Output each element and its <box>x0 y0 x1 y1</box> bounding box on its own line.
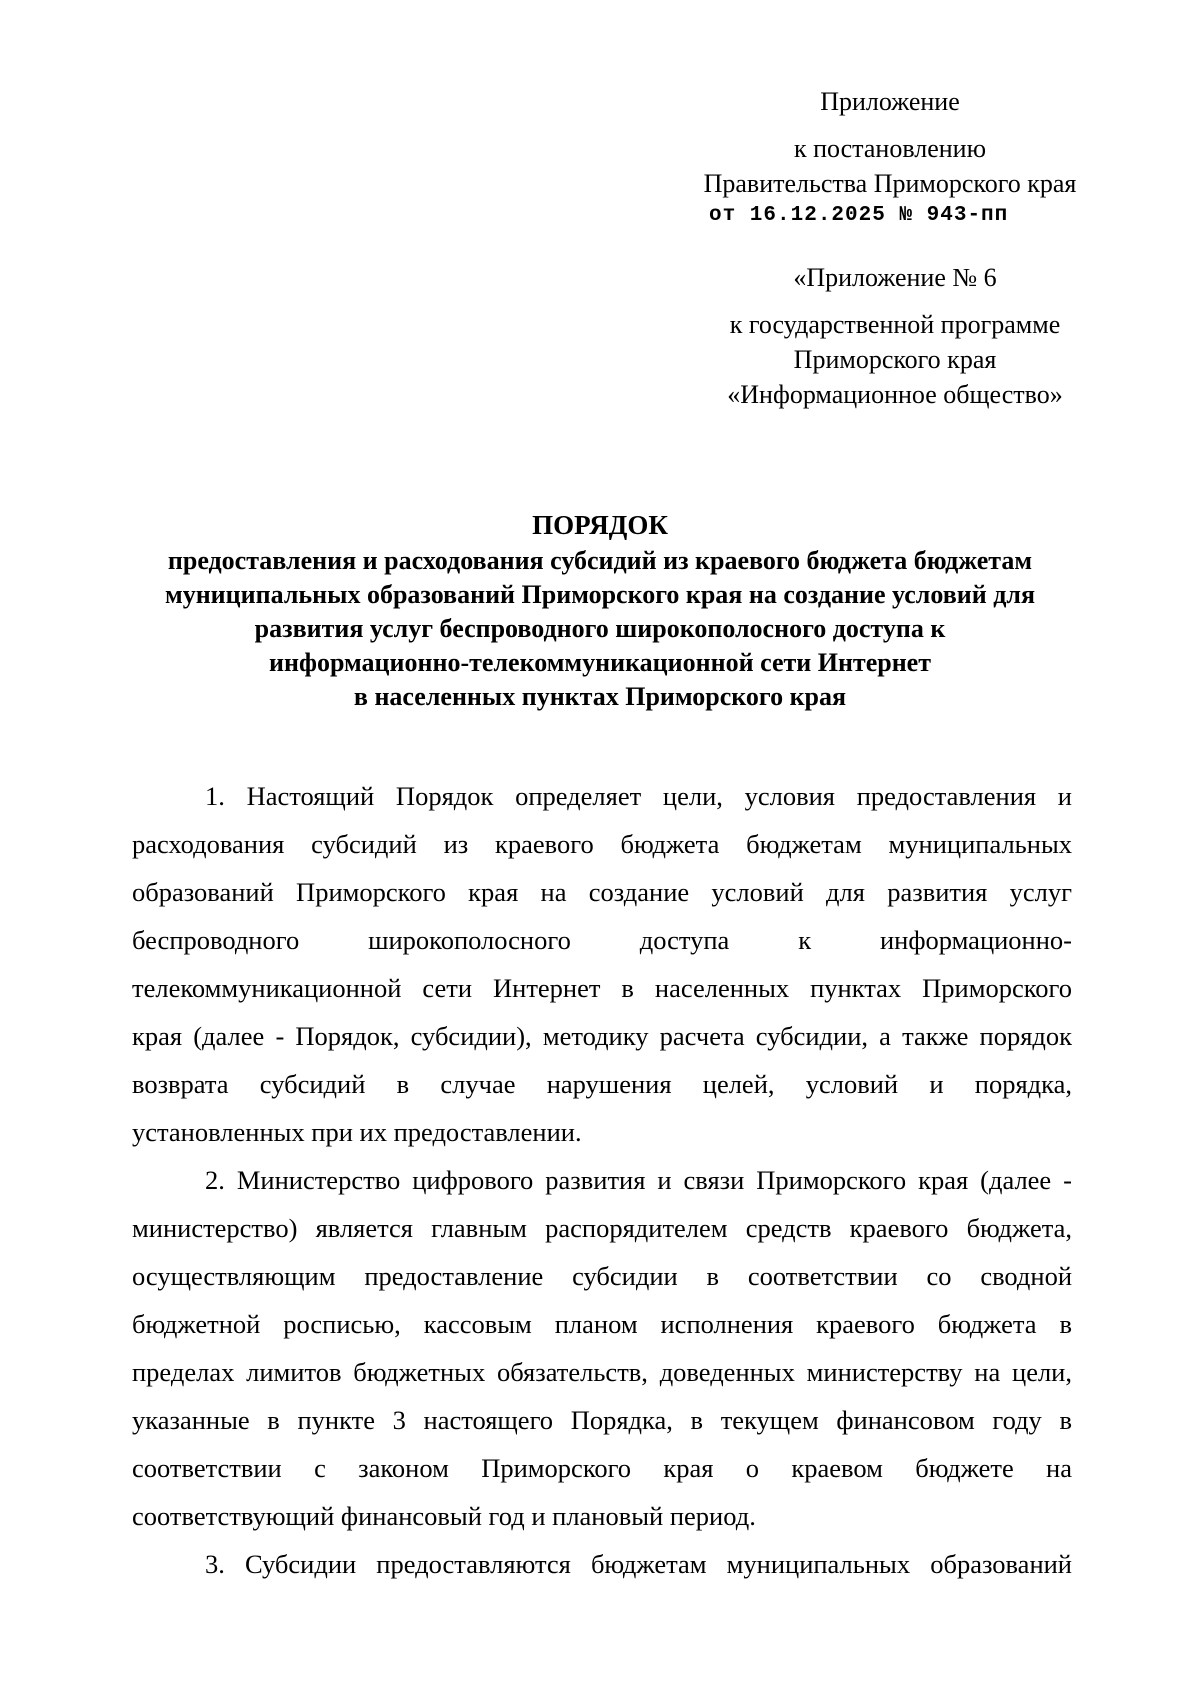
document-subtitle-line: предоставления и расходования субсидий из краевого бюджета бюджетам <box>167 546 1033 575</box>
appendix-title: Приложение <box>820 87 960 116</box>
document-subtitle-line: в населенных пунктах Приморского края <box>353 682 847 711</box>
text-line: министерство) является главным распорядителем средств краевого бюджета, <box>132 1213 1072 1243</box>
text-line: расходования субсидий из краевого бюджета бюджетам муниципальных <box>132 829 1072 859</box>
appendix-line: Правительства Приморского края <box>703 169 1077 198</box>
text-line: установленных при их предоставлении. <box>132 1117 582 1147</box>
program-appendix-title: «Приложение № 6 <box>793 263 997 292</box>
paragraph-2 <box>132 1156 1072 1540</box>
document-body <box>132 772 1072 1588</box>
text-line: беспроводного широкополосного доступа к информационно- <box>132 925 1072 955</box>
text-line: 1. Настоящий Порядок определяет цели, условия предоставления и <box>205 781 1072 811</box>
text-line: 2. Министерство цифрового развития и связи Приморского края (далее - <box>205 1165 1072 1195</box>
text-line: 3. Субсидии предоставляются бюджетам муниципальных образований <box>205 1549 1072 1579</box>
text-line: образований Приморского края на создание условий для развития услуг <box>132 877 1072 907</box>
text-line: бюджетной росписью, кассовым планом исполнения краевого бюджета в <box>132 1309 1072 1339</box>
text-line: указанные в пункте 3 настоящего Порядка, в текущем финансовом году в <box>132 1405 1072 1435</box>
resolution-number: от 16.12.2025 № 943-пп <box>709 204 1009 227</box>
paragraph-3 <box>132 1540 1072 1588</box>
text-line: телекоммуникационной сети Интернет в населенных пунктах Приморского <box>132 973 1072 1003</box>
document-subtitle-line: развития услуг беспроводного широкополосного доступа к <box>254 614 946 643</box>
text-line: соответствующий финансовый год и плановый период. <box>132 1501 756 1531</box>
text-line: края (далее - Порядок, субсидии), методику расчета субсидии, а также порядок <box>132 1021 1072 1051</box>
appendix-line: к постановлению <box>793 134 987 163</box>
program-appendix-header <box>690 260 1100 412</box>
paragraph-1 <box>132 772 1072 1156</box>
text-line: возврата субсидий в случае нарушения целей, условий и порядка, <box>132 1069 1072 1099</box>
program-appendix-line: «Информационное общество» <box>727 380 1063 409</box>
text-line: соответствии с законом Приморского края о краевом бюджете на <box>132 1453 1072 1483</box>
text-line: осуществляющим предоставление субсидии в соответствии со сводной <box>132 1261 1072 1291</box>
document-subtitle-line: информационно-телекоммуникационной сети Интернет <box>269 648 931 677</box>
document-title: ПОРЯДОК <box>532 510 668 540</box>
program-appendix-line: Приморского края <box>793 345 997 374</box>
document-subtitle-line: муниципальных образований Приморского края на создание условий для <box>164 580 1036 609</box>
text-line: пределах лимитов бюджетных обязательств, доведенных министерству на цели, <box>132 1357 1072 1387</box>
document-heading <box>100 508 1100 714</box>
program-appendix-line: к государственной программе <box>729 310 1061 339</box>
appendix-header <box>665 84 1115 231</box>
